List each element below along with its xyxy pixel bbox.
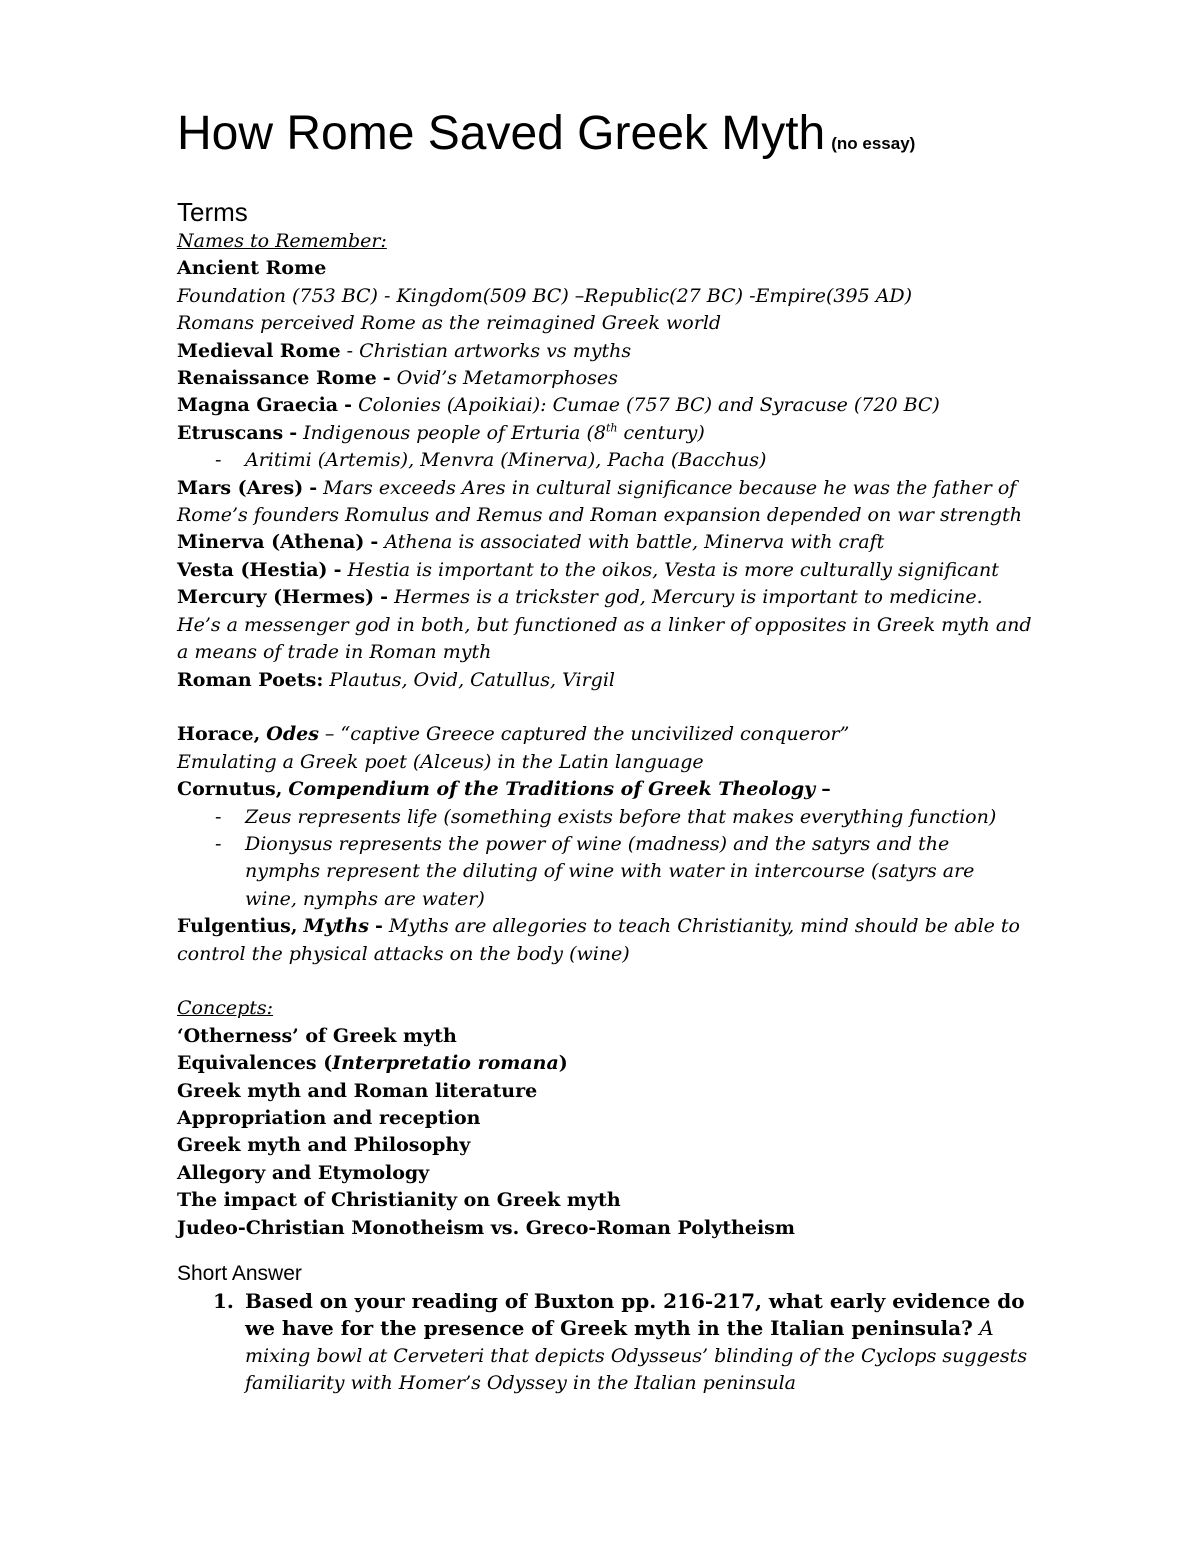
question-1 <box>177 1288 1040 1315</box>
term-vesta: Vesta (Hestia) - Hestia is important to the oikos, Vesta is more culturally significant <box>177 558 999 581</box>
concept-item <box>177 1023 1040 1050</box>
concept-italic: Interpretatio romana <box>332 1052 559 1075</box>
short-answer-heading: Short Answer <box>177 1262 302 1285</box>
term-ancient-rome <box>177 255 1040 282</box>
work-title: Odes <box>266 723 319 746</box>
term-desc: Myths are allegories to teach Christianity, mind should be able to <box>388 915 1021 938</box>
ordinal-suffix: th <box>605 421 618 435</box>
concept-item <box>177 1187 1040 1214</box>
term-desc: Hermes is a trickster god, Mercury is important to medicine. <box>394 586 983 609</box>
term-desc: Mars exceeds Ares in cultural significance because he was the father of <box>323 476 1017 499</box>
term-desc: He’s a messenger god in both, but functioned as a linker of opposites in Greek myth and <box>177 613 1032 636</box>
term-label: Vesta (Hestia) <box>177 558 328 581</box>
question-text: Based on your reading of Buxton pp. 216-217, what early evidence do <box>245 1289 1025 1313</box>
term-label: Medieval Rome <box>177 339 341 362</box>
concept-text: Judeo-Christian Monotheism vs. Greco-Roman Polytheism <box>177 1216 795 1239</box>
term-cornutus: Cornutus, Compendium of the Traditions of Greek Theology – <box>177 778 831 801</box>
fulgentius-desc-cont <box>177 941 1040 968</box>
names-heading-text: Names to Remember: <box>177 230 387 252</box>
ancient-rome-note <box>177 310 1040 337</box>
names-heading <box>177 228 1040 255</box>
term-mercury: Mercury (Hermes) - Hermes is a trickster god, Mercury is important to medicine. <box>177 586 983 609</box>
concept-item <box>177 1105 1040 1132</box>
answer-text: A <box>979 1316 994 1341</box>
answer-1-cont-2 <box>177 1370 1040 1397</box>
concepts-heading-text: Concepts: <box>177 997 274 1020</box>
concept-text: Allegory and Etymology <box>177 1161 430 1184</box>
term-label: Horace, <box>177 723 261 746</box>
work-title: Compendium of the Traditions of Greek Theology <box>288 778 816 801</box>
term-medieval-rome: Medieval Rome - Christian artworks vs myths <box>177 339 632 362</box>
term-label: Magna Graecia <box>177 394 339 417</box>
ancient-rome-timeline <box>177 283 1040 310</box>
concept-item <box>177 1132 1040 1159</box>
bullet-text: Dionysus represents the power of wine (madness) and the satyrs and the <box>245 832 950 855</box>
term-label: Minerva (Athena) <box>177 531 365 554</box>
term-desc: Athena is associated with battle, Minerva with craft <box>384 531 885 554</box>
bullet-text: Zeus represents life (something exists before that makes everything function) <box>245 805 997 828</box>
quote-text: “captive Greece captured the uncivilized conqueror” <box>340 723 850 746</box>
concept-item <box>177 1078 1040 1105</box>
title-note: (no essay) <box>831 134 916 153</box>
spacer <box>177 1242 1040 1260</box>
term-desc: Indigenous people of Erturia (8 <box>303 421 606 444</box>
concept-text: Appropriation and reception <box>177 1106 481 1129</box>
work-title: Myths <box>303 915 369 938</box>
concept-text: The impact of Christianity on Greek myth <box>177 1189 621 1212</box>
cornutus-bullet-2 <box>177 831 1040 858</box>
cornutus-bullet-2-cont-2 <box>177 886 1040 913</box>
term-label: Roman Poets: <box>177 668 324 691</box>
spacer <box>177 968 1040 995</box>
concept-item <box>177 1050 1040 1077</box>
bullet-text: Aritimi (Artemis), Menvra (Minerva), Pacha (Bacchus) <box>245 449 767 472</box>
etruscans-bullet <box>177 447 1040 474</box>
answer-1-cont-1 <box>177 1343 1040 1370</box>
question-1-cont <box>177 1315 1040 1342</box>
concept-item <box>177 1215 1040 1242</box>
term-label: Mercury (Hermes) <box>177 586 375 609</box>
mercury-desc-cont-1 <box>177 612 1040 639</box>
concept-text: Greek myth and Roman literature <box>177 1079 538 1102</box>
term-fulgentius: Fulgentius, Myths - Myths are allegories to teach Christianity, mind should be able to <box>177 915 1021 938</box>
concept-text: ‘Otherness’ of Greek myth <box>177 1024 457 1047</box>
term-etruscans: Etruscans - Indigenous people of Erturia (8th century) <box>177 421 705 444</box>
term-label: Ancient Rome <box>177 257 327 280</box>
doc-title <box>177 104 1040 174</box>
term-label: Etruscans <box>177 421 284 444</box>
term-roman-poets <box>177 667 1040 694</box>
term-desc: control the physical attacks on the body (wine) <box>177 942 630 965</box>
mars-desc-cont <box>177 502 1040 529</box>
concepts-heading <box>177 995 1040 1022</box>
timeline-text: Foundation (753 BC) - Kingdom(509 BC) –Republic(27 BC) -Empire(395 AD) <box>177 284 913 307</box>
term-label: Renaissance Rome <box>177 367 377 390</box>
answer-text: mixing bowl at Cerveteri that depicts Odysseus’ blinding of the Cyclops suggests <box>245 1344 1028 1367</box>
title-text: How Rome Saved Greek Myth <box>177 107 826 160</box>
concept-close: ) <box>558 1052 568 1075</box>
terms-heading: Terms <box>177 197 248 227</box>
term-desc: Hestia is important to the oikos, Vesta is more culturally significant <box>347 558 999 581</box>
term-mars: Mars (Ares) - Mars exceeds Ares in cultural significance because he was the father of <box>177 476 1017 499</box>
note-text: Romans perceived Rome as the reimagined Greek world <box>177 312 722 335</box>
term-magna-graecia: Magna Graecia - Colonies (Apoikiai): Cumae (757 BC) and Syracuse (720 BC) <box>177 394 940 417</box>
concept-item <box>177 1160 1040 1187</box>
term-renaissance-rome: Renaissance Rome - Ovid’s Metamorphoses <box>177 367 618 390</box>
horace-note <box>177 749 1040 776</box>
concept-text: Greek myth and Philosophy <box>177 1134 471 1157</box>
mercury-desc-cont-2 <box>177 639 1040 666</box>
term-desc: Colonies (Apoikiai): Cumae (757 BC) and Syracuse (720 BC) <box>358 394 940 417</box>
concept-text: Equivalences ( <box>177 1052 333 1075</box>
term-desc: Ovid’s Metamorphoses <box>396 367 618 390</box>
term-desc-end: century) <box>617 421 705 444</box>
cornutus-bullet-2-cont-1 <box>177 858 1040 885</box>
answer-text: familiarity with Homer’s Odyssey in the Italian peninsula <box>245 1372 797 1395</box>
note-text: Emulating a Greek poet (Alceus) in the Latin language <box>177 750 704 773</box>
question-text: we have for the presence of Greek myth in the Italian peninsula? <box>245 1316 973 1341</box>
term-label: Fulgentius, <box>177 915 298 938</box>
cornutus-bullet-1 <box>177 804 1040 831</box>
term-desc: Plautus, Ovid, Catullus, Virgil <box>329 668 615 691</box>
spacer <box>177 694 1040 721</box>
term-desc: Christian artworks vs myths <box>359 339 632 362</box>
term-horace: Horace, Odes – “captive Greece captured the uncivilized conqueror” <box>177 723 850 746</box>
term-label: Cornutus, <box>177 778 283 801</box>
term-minerva: Minerva (Athena) - Athena is associated with battle, Minerva with craft <box>177 531 885 554</box>
bullet-text: nymphs represent the diluting of wine with water in intercourse (satyrs are <box>245 860 975 883</box>
question-number: 1. <box>213 1289 234 1313</box>
term-desc: a means of trade in Roman myth <box>177 641 492 664</box>
bullet-text: wine, nymphs are water) <box>245 887 485 910</box>
term-label: Mars (Ares) <box>177 476 304 499</box>
term-desc: Rome’s founders Romulus and Remus and Roman expansion depended on war strength <box>177 504 1022 527</box>
